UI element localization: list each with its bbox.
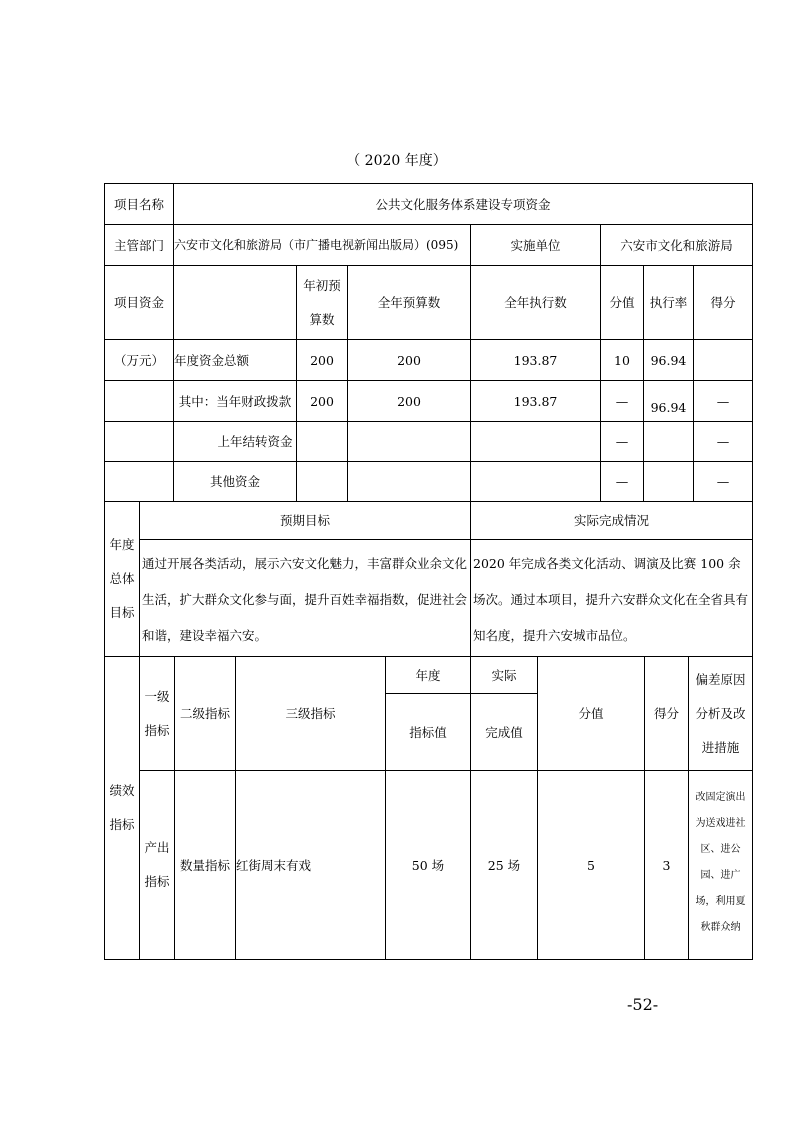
funds-row-initial (296, 461, 348, 502)
funds-row-rate: 96.94 (643, 339, 694, 381)
funds-row-executed (470, 421, 601, 462)
funds-row-rate: 96.94 (643, 380, 694, 422)
annual-goals-label (104, 501, 140, 657)
funds-row-executed: 193.87 (470, 380, 601, 422)
funds-left-blank (104, 461, 174, 502)
actual-completion-text-cell (470, 539, 753, 657)
deviation-header (688, 656, 753, 771)
perf-row-level1 (139, 770, 175, 960)
dept-label: 主管部门 (104, 224, 174, 266)
funds-row-rate (643, 461, 694, 502)
initial-budget-header (296, 265, 348, 340)
expected-goal-header: 预期目标 (139, 501, 471, 540)
actual-completion-text: 2020 年完成各类文化活动、调演及比赛 100 余场次。通过本项目，提升六安群众文化在全省具有知名度，提升六安城市品位。 (473, 556, 749, 643)
perf-row-level1-line1: 产出 (144, 840, 170, 855)
initial-budget-header-line2: 算数 (309, 311, 335, 327)
executed-header: 全年执行数 (470, 265, 601, 340)
actual-value-header-bottom: 完成值 (470, 693, 538, 771)
annual-goals-label-line2: 总体 (109, 571, 135, 586)
annual-target-header-top: 年度 (385, 656, 471, 694)
funds-row-name: 年度资金总额 (173, 339, 297, 381)
annual-budget-header: 全年预算数 (347, 265, 471, 340)
funds-row-annual (347, 461, 471, 502)
report-year-title: （ 2020 年度） (346, 153, 447, 169)
funds-row-executed (470, 461, 601, 502)
annual-target-header-bottom: 指标值 (385, 693, 471, 771)
level1-header (139, 656, 175, 771)
level3-header: 三级指标 (235, 656, 386, 771)
funds-left-blank (104, 380, 174, 422)
funds-row-value: 10 (600, 339, 644, 381)
funds-row-name: 上年结转资金 (173, 421, 297, 462)
level2-header: 二级指标 (174, 656, 236, 771)
funds-label: 项目资金 (104, 265, 174, 340)
performance-label (104, 656, 140, 960)
funds-row-executed: 193.87 (470, 339, 601, 381)
perf-row-value: 5 (537, 770, 645, 960)
funds-row-annual: 200 (347, 380, 471, 422)
funds-row-score: — (693, 380, 753, 422)
level1-header-line1: 一级 (144, 688, 170, 704)
funds-row-initial (296, 421, 348, 462)
performance-label-line1: 绩效 (109, 783, 135, 798)
funds-row-name: 其他资金 (173, 461, 297, 502)
page-number: -52- (627, 995, 659, 1014)
impl-unit-label: 实施单位 (470, 224, 601, 266)
funds-row-name: 其中：当年财政拨款 (173, 380, 297, 422)
funds-left-blank (104, 421, 174, 462)
funds-header-blank (173, 265, 297, 340)
expected-goal-text-cell (139, 539, 471, 657)
funds-row-initial: 200 (296, 380, 348, 422)
deviation-header-line2: 分析及改 (695, 705, 746, 721)
perf-row-level3: 红街周末有戏 (235, 770, 386, 960)
funds-row-score: — (693, 461, 753, 502)
funds-row-score: — (693, 421, 753, 462)
impl-unit-value: 六安市文化和旅游局 (600, 224, 753, 266)
funds-row-rate (643, 421, 694, 462)
annual-goals-label-line1: 年度 (109, 537, 135, 552)
expected-goal-text: 通过开展各类活动，展示六安文化魅力，丰富群众业余文化生活，扩大群众文化参与面，提升百姓幸福指数，促进社会和谐，建设幸福六安。 (142, 556, 468, 643)
initial-budget-header-line1: 年初预 (303, 277, 341, 293)
funds-row-annual (347, 421, 471, 462)
funds-row-initial: 200 (296, 339, 348, 381)
funds-row-value: — (600, 461, 644, 502)
level1-header-line2: 指标 (144, 722, 170, 738)
actual-value-header-top: 实际 (470, 656, 538, 694)
perf-row-score: 3 (644, 770, 689, 960)
actual-completion-header: 实际完成情况 (470, 501, 753, 540)
score-header: 得分 (693, 265, 753, 340)
perf-row-actual: 25 场 (470, 770, 538, 960)
funds-row-value: — (600, 380, 644, 422)
deviation-header-line1: 偏差原因 (695, 671, 746, 687)
funds-row-annual: 200 (347, 339, 471, 381)
score-value-header: 分值 (600, 265, 644, 340)
perf-row-deviation: 改固定演出为送戏进社区、进公园、进广场，利用夏秋群众纳 (695, 792, 746, 933)
perf-score-value-header: 分值 (537, 656, 645, 771)
performance-label-line2: 指标 (109, 817, 135, 832)
funds-row-score (693, 339, 753, 381)
perf-row-deviation-cell (688, 770, 753, 960)
project-name-value: 公共文化服务体系建设专项资金 (173, 183, 753, 225)
perf-row-level2: 数量指标 (174, 770, 236, 960)
dept-value: 六安市文化和旅游局（市广播电视新闻出版局）(095) (173, 224, 471, 266)
exec-rate-header: 执行率 (643, 265, 694, 340)
perf-row-level1-line2: 指标 (144, 874, 170, 889)
perf-score-header: 得分 (644, 656, 689, 771)
annual-goals-label-line3: 目标 (109, 605, 135, 620)
deviation-header-line3: 进措施 (701, 739, 740, 755)
perf-row-target: 50 场 (385, 770, 471, 960)
funds-row-value: — (600, 421, 644, 462)
funds-unit: （万元） (104, 339, 174, 381)
project-name-label: 项目名称 (104, 183, 174, 225)
